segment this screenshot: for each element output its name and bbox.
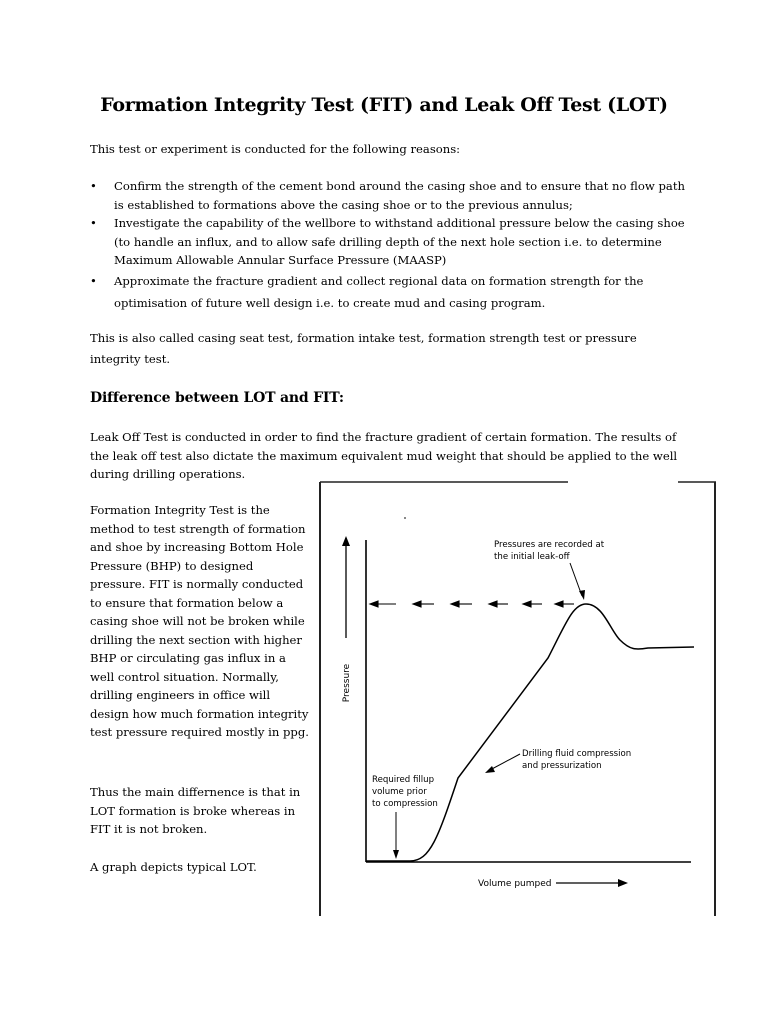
dash-arrowhead: [489, 601, 497, 607]
intro-text: This test or experiment is conducted for the following reasons:: [90, 142, 461, 156]
fillup-annotation-line2: volume prior: [372, 787, 427, 797]
x-axis-arrowhead: [618, 879, 628, 887]
reason-item: • Confirm the strength of the cement bond around the casing shoe and to ensure that no flow path is established to formations above the casing shoe or to the previous annulus;: [90, 177, 690, 214]
peak-pointer-head: [579, 590, 585, 600]
lot-graph-figure: [318, 478, 718, 918]
x-axis-label: Volume pumped: [478, 879, 552, 889]
slope-annotation-line2: and pressurization: [522, 761, 602, 771]
main-difference-paragraph: Thus the main differnence is that in LOT formation is broke whereas in FIT it is not broken.: [90, 785, 301, 836]
dash-arrowhead: [370, 601, 378, 607]
lot-paragraph: Leak Off Test is conducted in order to find the fracture gradient of certain formation. The results of the leak off test also dictate the maximum equivalent mud weight that should be applied to the well during drilling operations.: [90, 430, 678, 481]
reasons-list: [90, 177, 690, 314]
page-title: Formation Integrity Test (FIT) and Leak Off Test (LOT): [100, 94, 668, 116]
fit-paragraph: Formation Integrity Test is the method to test strength of formation and shoe by increasing Bottom Hole Pressure (BHP) to designed pressure. FIT is normally conducted to ensure that formation below a casing shoe will not be broken while drilling the next section with higher BHP or circulating gas influx in a well control situation. Normally, drilling engineers in office will design how much formation integrity test pressure required mostly in ppg.: [90, 503, 309, 739]
graph-note: A graph depicts typical LOT.: [90, 860, 257, 874]
y-axis-label: Pressure: [342, 663, 352, 703]
scan-speck: [404, 517, 406, 519]
section-heading: Difference between LOT and FIT:: [90, 390, 344, 406]
fillup-annotation-line1: Required fillup: [372, 775, 435, 785]
dash-arrowhead: [555, 601, 563, 607]
y-axis-arrowhead: [342, 536, 350, 546]
dash-arrowhead: [413, 601, 421, 607]
slope-annotation-line1: Drilling fluid compression: [522, 749, 632, 759]
slope-pointer-head: [485, 766, 495, 773]
reason-item: • Investigate the capability of the wellbore to withstand additional pressure below the casing shoe (to handle an influx, and to allow safe drilling depth of the next hole section i.e. to determine Maximum Allowable Annular Surface Pressure (MAASP): [90, 214, 690, 270]
also-called-text: This is also called casing seat test, formation intake test, formation strength test or pressure integrity test.: [90, 331, 637, 366]
dash-arrowhead: [523, 601, 531, 607]
slope-pointer: [490, 754, 520, 770]
peak-annotation-line1: Pressures are recorded at: [494, 540, 605, 550]
lot-graph: [318, 478, 718, 918]
pressure-record-arrows: [370, 601, 574, 607]
reason-item: • Approximate the fracture gradient and collect regional data on formation strength for the optimisation of future well design i.e. to create mud and casing program.: [90, 270, 690, 314]
fillup-pointer-head: [393, 850, 399, 859]
peak-annotation-line2: the initial leak-off: [494, 552, 570, 562]
dash-arrowhead: [451, 601, 459, 607]
fillup-annotation-line3: to compression: [372, 799, 438, 809]
lot-curve: [366, 604, 694, 861]
